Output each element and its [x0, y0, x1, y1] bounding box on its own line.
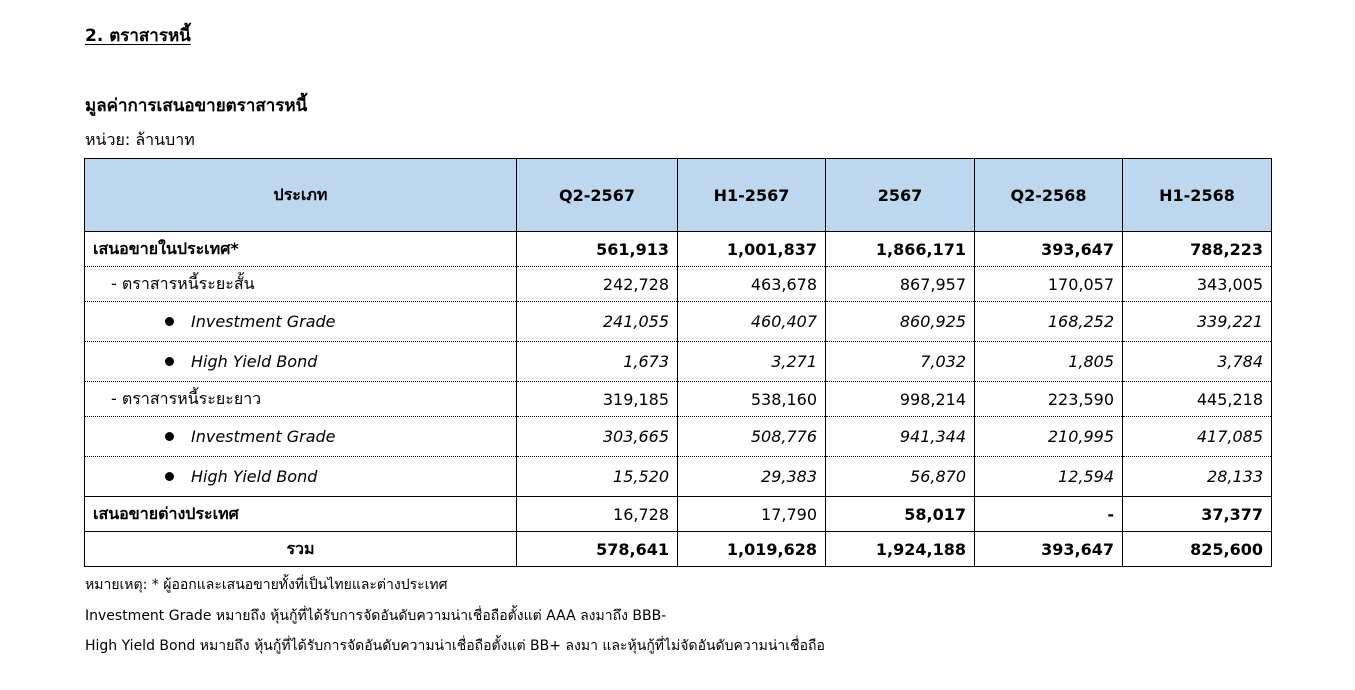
cell-value: 28,133 — [1123, 457, 1272, 497]
row-label: Investment Grade — [191, 427, 336, 446]
cell-value: 303,665 — [517, 417, 678, 457]
cell-value: 37,377 — [1123, 497, 1272, 532]
cell-value: 998,214 — [826, 382, 975, 417]
cell-value: 463,678 — [678, 267, 826, 302]
cell-value: - — [975, 497, 1123, 532]
bullet-icon — [165, 472, 174, 481]
cell-value: 941,344 — [826, 417, 975, 457]
cell-value: 825,600 — [1123, 532, 1272, 567]
cell-value: 1,673 — [517, 342, 678, 382]
header-2567: 2567 — [826, 159, 975, 232]
row-label: เสนอขายต่างประเทศ — [85, 497, 517, 532]
cell-value: 339,221 — [1123, 302, 1272, 342]
header-type: ประเภท — [85, 159, 517, 232]
bond-issuance-table — [84, 158, 1272, 567]
high-yield-definition: High Yield Bond หมายถึง หุ้นกู้ที่ได้รับการจัดอันดับความน่าเชื่อถือตั้งแต่ BB+ ลงมา และหุ้นกู้ที่ไม่จัดอันดับความน่าเชื่อถือ — [85, 638, 825, 654]
bullet-icon — [165, 432, 174, 441]
cell-value: 867,957 — [826, 267, 975, 302]
cell-value: 29,383 — [678, 457, 826, 497]
cell-value: 860,925 — [826, 302, 975, 342]
cell-value: 223,590 — [975, 382, 1123, 417]
row-long-term — [85, 382, 1272, 417]
bullet-icon — [165, 357, 174, 366]
row-short-high-yield — [85, 342, 1272, 382]
cell-value: 538,160 — [678, 382, 826, 417]
row-label: High Yield Bond — [191, 467, 318, 486]
cell-value: 788,223 — [1123, 232, 1272, 267]
cell-value: 56,870 — [826, 457, 975, 497]
section-title: 2. ตราสารหนี้ — [85, 26, 191, 46]
cell-value: 393,647 — [975, 532, 1123, 567]
row-label-cell — [85, 342, 517, 382]
cell-value: 241,055 — [517, 302, 678, 342]
row-long-high-yield — [85, 457, 1272, 497]
cell-value: 3,784 — [1123, 342, 1272, 382]
row-label: รวม — [85, 532, 517, 567]
row-label-cell — [85, 457, 517, 497]
cell-value: 210,995 — [975, 417, 1123, 457]
cell-value: 7,032 — [826, 342, 975, 382]
row-label: เสนอขายในประเทศ* — [85, 232, 517, 267]
cell-value: 561,913 — [517, 232, 678, 267]
row-foreign — [85, 497, 1272, 532]
cell-value: 460,407 — [678, 302, 826, 342]
row-label-cell — [85, 417, 517, 457]
row-total — [85, 532, 1272, 567]
footnote: หมายเหตุ: * ผู้ออกและเสนอขายทั้งที่เป็นไทยและต่างประเทศ — [85, 577, 448, 593]
cell-value: 17,790 — [678, 497, 826, 532]
row-label-cell — [85, 302, 517, 342]
cell-value: 58,017 — [826, 497, 975, 532]
cell-value: 1,805 — [975, 342, 1123, 382]
cell-value: 343,005 — [1123, 267, 1272, 302]
header-h1-2567: H1-2567 — [678, 159, 826, 232]
cell-value: 15,520 — [517, 457, 678, 497]
table-title: มูลค่าการเสนอขายตราสารหนี้ — [85, 96, 308, 116]
cell-value: 393,647 — [975, 232, 1123, 267]
cell-value: 16,728 — [517, 497, 678, 532]
cell-value: 12,594 — [975, 457, 1123, 497]
cell-value: 578,641 — [517, 532, 678, 567]
cell-value: 168,252 — [975, 302, 1123, 342]
header-h1-2568: H1-2568 — [1123, 159, 1272, 232]
cell-value: 1,866,171 — [826, 232, 975, 267]
cell-value: 170,057 — [975, 267, 1123, 302]
cell-value: 1,001,837 — [678, 232, 826, 267]
cell-value: 3,271 — [678, 342, 826, 382]
cell-value: 1,019,628 — [678, 532, 826, 567]
cell-value: 445,218 — [1123, 382, 1272, 417]
bullet-icon — [165, 317, 174, 326]
investment-grade-definition: Investment Grade หมายถึง หุ้นกู้ที่ได้รับการจัดอันดับความน่าเชื่อถือตั้งแต่ AAA ลงมาถึง BBB- — [85, 608, 667, 624]
cell-value: 319,185 — [517, 382, 678, 417]
header-row — [85, 159, 1272, 232]
row-domestic — [85, 232, 1272, 267]
cell-value: 417,085 — [1123, 417, 1272, 457]
cell-value: 242,728 — [517, 267, 678, 302]
row-long-investment-grade — [85, 417, 1272, 457]
cell-value: 508,776 — [678, 417, 826, 457]
row-label: - ตราสารหนี้ระยะสั้น — [85, 267, 517, 302]
row-short-investment-grade — [85, 302, 1272, 342]
cell-value: 1,924,188 — [826, 532, 975, 567]
row-label: - ตราสารหนี้ระยะยาว — [85, 382, 517, 417]
row-label: Investment Grade — [191, 312, 336, 331]
row-label: High Yield Bond — [191, 352, 318, 371]
unit-label: หน่วย: ล้านบาท — [85, 130, 195, 149]
header-q2-2568: Q2-2568 — [975, 159, 1123, 232]
header-q2-2567: Q2-2567 — [517, 159, 678, 232]
row-short-term — [85, 267, 1272, 302]
